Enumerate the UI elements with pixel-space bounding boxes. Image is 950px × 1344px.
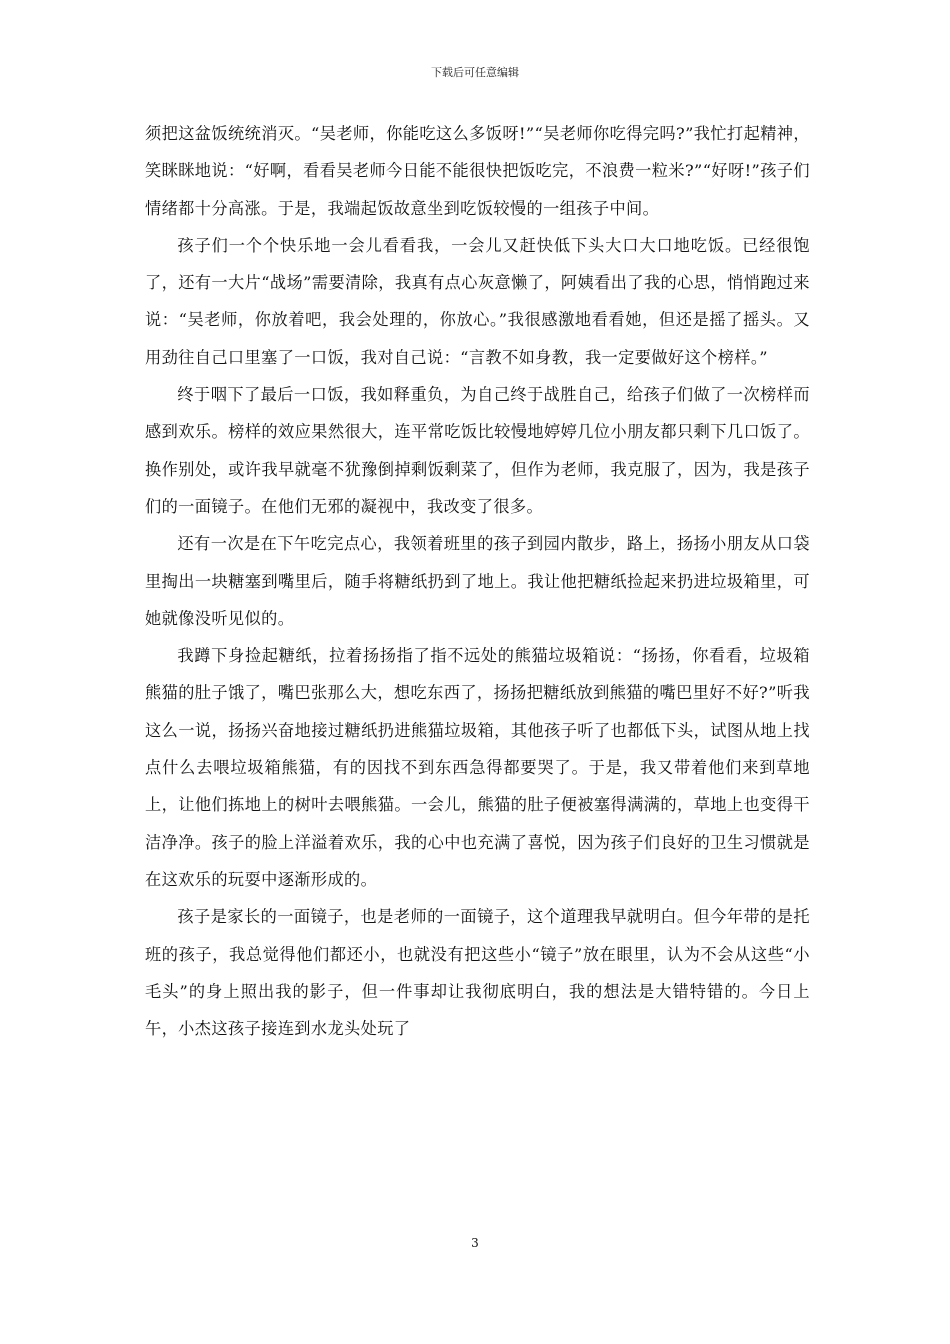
body-text: [145, 115, 810, 1047]
paragraph-1: 须把这盆饭统统消灭。“吴老师，你能吃这么多饭呀!”“吴老师你吃得完吗?”我忙打起精神，笑眯眯地说：“好啊，看看吴老师今日能不能很快把饭吃完，不浪费一粒米?”“好呀!”孩子们情绪都十分高涨。于是，我端起饭故意坐到吃饭较慢的一组孩子中间。: [145, 124, 810, 218]
paragraph-6: 孩子是家长的一面镜子，也是老师的一面镜子，这个道理我早就明白。但今年带的是托班的孩子，我总觉得他们都还小，也就没有把这些小“镜子”放在眼里，认为不会从这些“小毛头”的身上照出我的影子，但一件事却让我彻底明白，我的想法是大错特错的。今日上午，小杰这孩子接连到水龙头处玩了: [145, 907, 810, 1039]
paragraph-2: 孩子们一个个快乐地一会儿看看我，一会儿又赶快低下头大口大口地吃饭。已经很饱了，还有一大片“战场”需要清除，我真有点心灰意懒了，阿姨看出了我的心思，悄悄跑过来说：“吴老师，你放着吧，我会处理的，你放心。”我很感激地看看她，但还是摇了摇头。又用劲往自己口里塞了一口饭，我对自己说：“言教不如身教，我一定要做好这个榜样。”: [145, 235, 810, 367]
page-number: 3: [471, 1236, 479, 1250]
page-header: 下载后可任意编辑: [431, 66, 519, 79]
paragraph-3: 终于咽下了最后一口饭，我如释重负，为自己终于战胜自己，给孩子们做了一次榜样而感到欢乐。榜样的效应果然很大，连平常吃饭比较慢地婷婷几位小朋友都只剩下几口饭了。换作别处，或许我早就毫不犹豫倒掉剩饭剩菜了，但作为老师，我克服了，因为，我是孩子们的一面镜子。在他们无邪的凝视中，我改变了很多。: [145, 385, 810, 516]
paragraph-5: 我蹲下身捡起糖纸，拉着扬扬指了指不远处的熊猫垃圾箱说：“扬扬，你看看，垃圾箱熊猫的肚子饿了，嘴巴张那么大，想吃东西了，扬扬把糖纸放到熊猫的嘴巴里好不好?”听我这么一说，扬扬兴奋地接过糖纸扔进熊猫垃圾箱，其他孩子听了也都低下头，试图从地上找点什么去喂垃圾箱熊猫，有的因找不到东西急得都要哭了。于是，我又带着他们来到草地上，让他们拣地上的树叶去喂熊猫。一会儿，熊猫的肚子便被塞得满满的，草地上也变得干洁净净。孩子的脸上洋溢着欢乐，我的心中也充满了喜悦，因为孩子们良好的卫生习惯就是在这欢乐的玩耍中逐渐形成的。: [145, 646, 810, 889]
paragraph-4: 还有一次是在下午吃完点心，我领着班里的孩子到园内散步，路上，扬扬小朋友从口袋里掏出一块糖塞到嘴里后，随手将糖纸扔到了地上。我让他把糖纸捡起来扔进垃圾箱里，可她就像没听见似的。: [145, 534, 810, 628]
